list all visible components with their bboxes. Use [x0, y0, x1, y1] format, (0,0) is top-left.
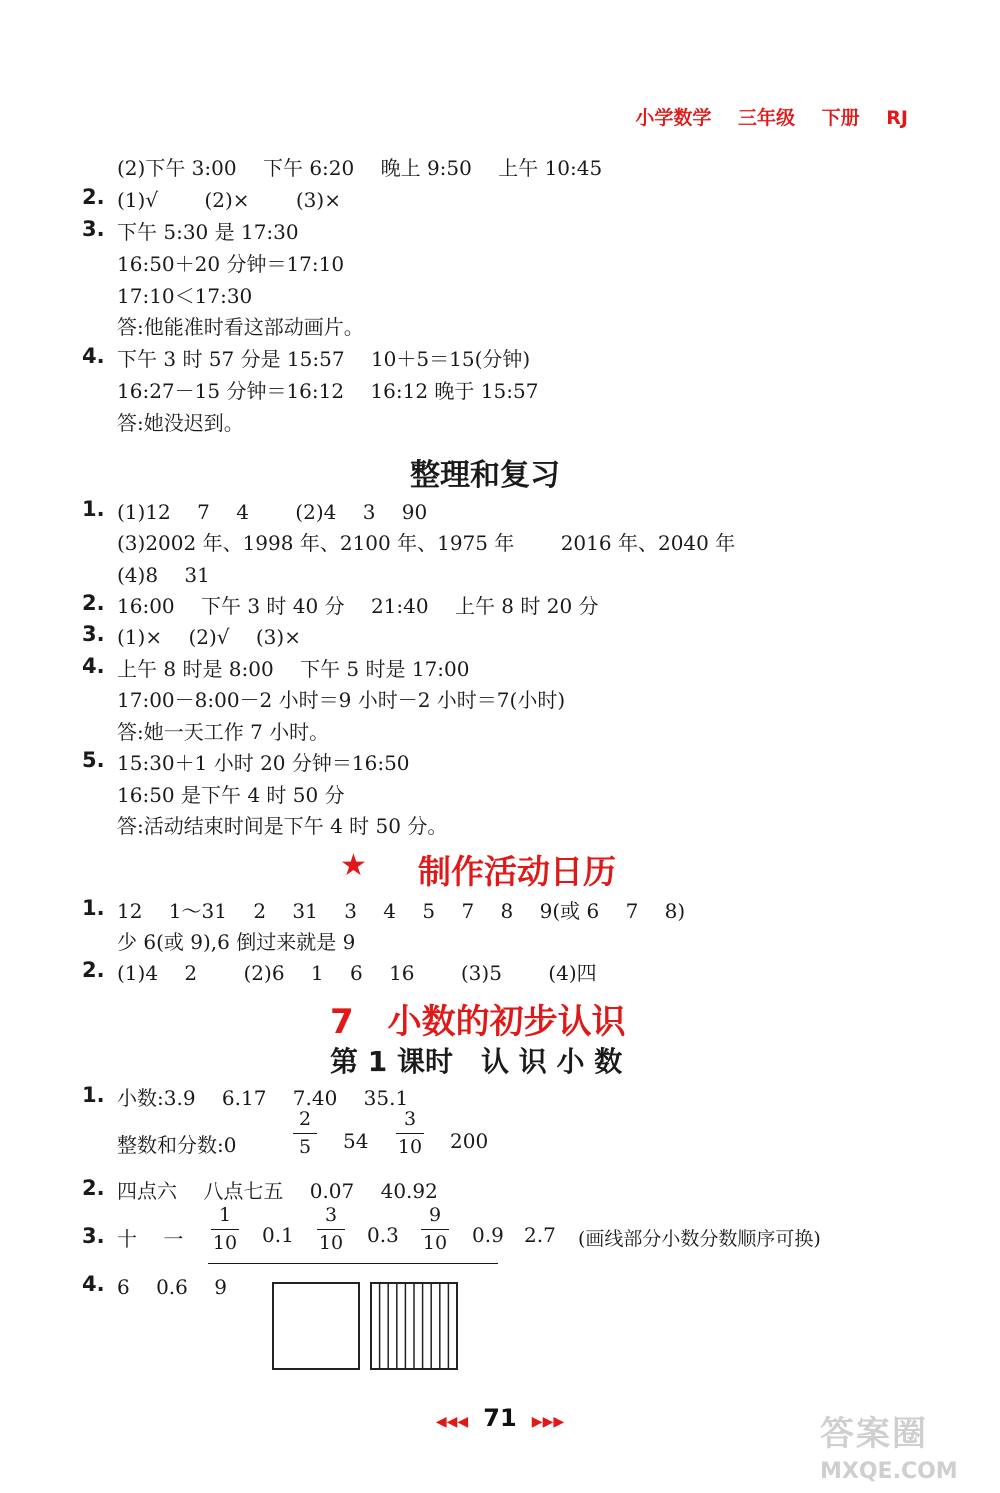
fraction-denominator: 5	[298, 1136, 312, 1158]
answer-line: 16:27－15 分钟＝16:12 16:12 晚于 15:57	[117, 379, 539, 403]
answer-note: (画线部分小数分数顺序可换)	[578, 1228, 821, 1250]
page-footer	[420, 1404, 580, 1432]
question-number: 3.	[82, 217, 105, 241]
question-number: 1.	[82, 1083, 105, 1107]
question-number: 2.	[82, 1176, 105, 1200]
answer-line: (1)4 2 (2)6 1 6 16 (3)5 (4)四	[117, 961, 597, 985]
answer-line: 四点六 八点七五 0.07 40.92	[117, 1179, 438, 1203]
arrow-left-icon: ◀◀◀	[435, 1414, 469, 1430]
answer-line: 15:30＋1 小时 20 分钟＝16:50	[117, 751, 410, 775]
question-number: 4.	[82, 344, 105, 368]
answer-value: 54	[343, 1129, 369, 1153]
watermark-url: MXQE.COM	[820, 1459, 958, 1484]
answer-line: 12 1～31 2 31 3 4 5 7 8 9(或 6 7 8)	[117, 899, 686, 923]
answer-line: (1)√ (2)× (3)×	[117, 188, 341, 212]
fraction-bar	[317, 1229, 345, 1230]
page-header	[615, 103, 908, 130]
underline-rule	[208, 1263, 498, 1264]
answer-line: 6 0.6 9	[117, 1275, 227, 1299]
answer-line: 小数:3.9 6.17 7.40 35.1	[117, 1086, 409, 1110]
answer-line: (1)× (2)√ (3)×	[117, 625, 301, 649]
answer-value: 0.9	[472, 1223, 504, 1247]
fraction	[421, 1206, 449, 1253]
fraction-denominator: 10	[422, 1232, 448, 1254]
question-number: 3.	[82, 1224, 105, 1248]
fraction	[293, 1110, 317, 1157]
fraction-denominator: 10	[212, 1232, 238, 1254]
question-number: 1.	[82, 896, 105, 920]
lesson-title: 第 1 课时 认 识 小 数	[330, 1045, 623, 1078]
header-edition: RJ	[886, 107, 908, 129]
section-title-calendar: 制作活动日历	[418, 852, 616, 891]
fraction	[317, 1206, 345, 1253]
answer-line: 十 一	[117, 1227, 184, 1251]
decimal-squares-figure	[270, 1280, 470, 1372]
fraction-numerator: 9	[428, 1204, 442, 1226]
answer-line: (4)8 31	[117, 563, 210, 587]
question-number: 2.	[82, 591, 105, 615]
fraction-bar	[421, 1229, 449, 1230]
answer-value: 0.3	[367, 1223, 399, 1247]
fraction-numerator: 1	[218, 1204, 232, 1226]
page-number: 71	[483, 1404, 517, 1432]
answer-line: 答:他能准时看这部动画片。	[117, 315, 364, 339]
header-subject: 小学数学	[635, 107, 712, 129]
answer-line: (3)2002 年、1998 年、2100 年、1975 年 2016 年、2040 年	[117, 531, 736, 555]
fraction-denominator: 10	[318, 1232, 344, 1254]
question-number: 3.	[82, 622, 105, 646]
answer-line: 17:00－8:00－2 小时＝9 小时－2 小时＝7(小时)	[117, 688, 566, 712]
answer-line: 少 6(或 9),6 倒过来就是 9	[117, 930, 356, 954]
answer-value: 0.1	[262, 1223, 294, 1247]
question-number: 2.	[82, 958, 105, 982]
answer-line: 答:她一天工作 7 小时。	[117, 720, 330, 744]
fraction-bar	[396, 1133, 424, 1134]
watermark	[820, 1406, 980, 1486]
fraction-numerator: 2	[298, 1108, 312, 1130]
star-icon: ★	[340, 848, 367, 883]
answer-value: 200	[450, 1129, 489, 1153]
question-number: 1.	[82, 497, 105, 521]
question-number: 5.	[82, 748, 105, 772]
fraction-bar	[293, 1133, 317, 1134]
answer-line: 上午 8 时是 8:00 下午 5 时是 17:00	[117, 657, 470, 681]
answer-line: (2)下午 3:00 下午 6:20 晚上 9:50 上午 10:45	[117, 156, 603, 180]
section-title-review: 整理和复习	[410, 458, 560, 493]
header-grade: 三年级	[738, 107, 796, 129]
question-number: 4.	[82, 654, 105, 678]
answer-line: 下午 5:30 是 17:30	[117, 220, 299, 244]
answer-line: 下午 3 时 57 分是 15:57 10＋5＝15(分钟)	[117, 347, 531, 371]
question-number: 2.	[82, 185, 105, 209]
fraction	[396, 1110, 424, 1157]
answer-value: 2.7	[524, 1223, 556, 1247]
unit-square	[273, 1283, 359, 1369]
watermark-logo-text: 答案圈	[820, 1414, 928, 1454]
answer-line: 答:活动结束时间是下午 4 时 50 分。	[117, 814, 448, 838]
answer-line: 16:50 是下午 4 时 50 分	[117, 783, 345, 807]
fraction-numerator: 3	[403, 1108, 417, 1130]
fraction-bar	[211, 1229, 239, 1230]
tenths-stripes	[380, 1283, 449, 1369]
unit-title: 7 小数的初步认识	[330, 1002, 626, 1042]
header-volume: 下册	[821, 107, 860, 129]
answer-line: 17:10＜17:30	[117, 284, 253, 308]
answer-line: 整数和分数:0	[117, 1133, 237, 1157]
answer-line: 16:00 下午 3 时 40 分 21:40 上午 8 时 20 分	[117, 594, 599, 618]
answer-line: (1)12 7 4 (2)4 3 90	[117, 500, 428, 524]
answer-line: 16:50＋20 分钟＝17:10	[117, 252, 345, 276]
question-number: 4.	[82, 1272, 105, 1296]
fraction-numerator: 3	[324, 1204, 338, 1226]
fraction-denominator: 10	[397, 1136, 423, 1158]
answer-line: 答:她没迟到。	[117, 411, 244, 435]
arrow-right-icon: ▶▶▶	[531, 1414, 565, 1430]
fraction	[211, 1206, 239, 1253]
